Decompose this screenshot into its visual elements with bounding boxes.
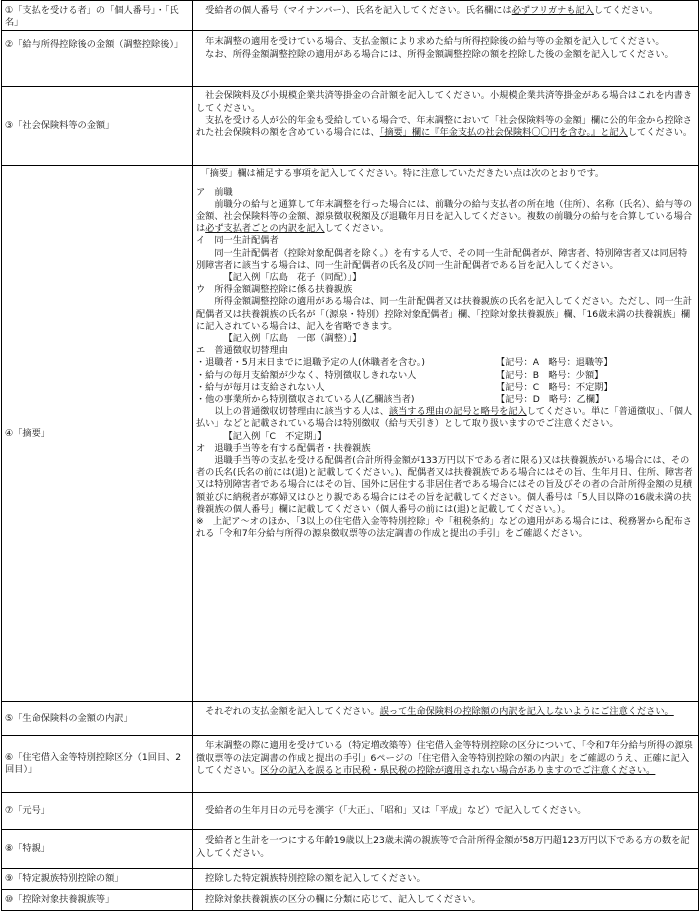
section-title: オ 退職手当等を有する配偶者・扶養親族 bbox=[196, 442, 371, 454]
text: してください。 bbox=[324, 223, 389, 235]
row-label: ⑩「控除対象扶養親族等」 bbox=[2, 890, 193, 911]
row-label: ⑨「特定親族特別控除の額」 bbox=[2, 869, 193, 890]
list-item bbox=[196, 357, 695, 369]
underlined-text: 「摘要」欄に『年金支払の社会保険料〇〇円を含む。』と記入 bbox=[379, 127, 628, 139]
table-row bbox=[2, 702, 699, 736]
paragraph bbox=[196, 406, 695, 430]
table-row bbox=[2, 87, 699, 166]
row-content: 控除した特定親族特別控除の額を記入してください。 bbox=[193, 869, 699, 890]
underlined-text: 誤って生命保険料の控除額の内訳を記入しないようにご注意ください。 bbox=[379, 706, 674, 718]
note: ※ 上記ア～オのほか、「3以上の住宅借入金等特別控除」や「租税条約」などの適用がある場合には、税務署から配布される「令和7年分給与所得の源泉徴収票等の法定調書の作成と提出の手引」をご確認ください。 bbox=[196, 516, 692, 540]
list-item bbox=[196, 382, 695, 394]
paragraph bbox=[196, 115, 695, 139]
paragraph: 「摘要」欄は補足する事項を記入してください。特に注意していただきたい点は次のとおりです。 bbox=[196, 168, 605, 180]
text: それぞれの支払金額を記入してください。 bbox=[196, 706, 380, 718]
item-text: ・退職者・5月末日までに退職予定の人(休職者を含む。) bbox=[196, 357, 425, 369]
row-label: ⑦「元号」 bbox=[2, 793, 193, 830]
row-content bbox=[193, 736, 699, 793]
text: 支払を受ける人が公的年金も受給している場合で、年末調整において「社会保険料等の金額」欄に公的年金から控除された社会保険料の額を含めている場合には、 bbox=[196, 114, 692, 139]
item-text: ・給与の毎月支給額が少なく、特別徴収しきれない人 bbox=[196, 369, 417, 381]
row-label: ③「社会保険料等の金額」 bbox=[2, 87, 193, 166]
instructions-table bbox=[1, 0, 699, 911]
list-item bbox=[196, 370, 695, 382]
text: 以上の普通徴収切替理由に該当する人は、 bbox=[196, 406, 389, 418]
row-label: ①「支払を受ける者」の「個人番号」・「氏名」 bbox=[2, 1, 193, 31]
paragraph: 年末調整の適用を受けている場合、支払金額により求めた給与所得控除後の給与等の金額を記入してください。 bbox=[196, 36, 665, 48]
row-label: ④「摘要」 bbox=[2, 166, 193, 702]
text: してください。 bbox=[627, 127, 693, 139]
paragraph bbox=[196, 199, 695, 236]
example: 【記入例「広島 花子（同配）」】 bbox=[223, 272, 362, 284]
underlined-text: 該当する理由の記号と略号を記入 bbox=[388, 406, 527, 418]
table-row bbox=[2, 166, 699, 702]
row-content bbox=[193, 31, 699, 87]
paragraph: 社会保険料及び小規模企業共済等掛金の合計額を記入してください。小規模企業共済等掛金がある場合はこれを内書きしてください。 bbox=[196, 90, 693, 114]
row-content bbox=[193, 87, 699, 166]
example: 【記入例「C 不定期」】 bbox=[223, 430, 327, 442]
table-row bbox=[2, 31, 699, 87]
paragraph: 退職手当等の支払を受ける配偶者(合計所得金額が133万円以下である者に限る)又は扶養親族がいる場合には、その者の氏名(氏名の前には(退)と記載してください。)、配偶者又は扶養親族である場合にはその旨、生年月日、住所、障害者又は特別障害者である場合にはその旨、国外に居住する非居住者である場合にはその旨及びその者の合計所得金額の見積額並びに納税者が寡婦又はひとり親である場合にはその旨を記載してください。個人番号は「5人目以降の16歳未満の扶養親族の個人番号」欄に記載してください（個人番号の前には(退)と記載してください。）。 bbox=[196, 455, 693, 515]
section-title: イ 同一生計配偶者 bbox=[196, 235, 279, 247]
item-code: 【記号：A 略号：退職等】 bbox=[496, 357, 613, 369]
text: 年末調整の際に適用を受けている（特定増改築等）住宅借入金等特別控除の区分について、「令和7年分給与所得の源泉徴収票等の法定調書の作成と提出の手引」6ページの「住宅借入金等特別控除の額の内訳」をご確認のうえ、正確に記入してください。 bbox=[196, 740, 693, 776]
item-text: ・他の事業所から特別徴収されている人(乙欄該当者) bbox=[196, 394, 415, 406]
underlined-text: 必ず支払者ごとの内訳を記入 bbox=[205, 223, 325, 235]
example: 【記入例「広島 一郎（調整）」】 bbox=[223, 333, 362, 345]
row-content: 受給者と生計を一つにする年齢19歳以上23歳未満の親族等で合計所得金額が58万円超123万円以下である方の数を記入してください。 bbox=[193, 830, 699, 869]
text: してください。 bbox=[593, 5, 659, 16]
section-title: ア 前職 bbox=[196, 186, 233, 198]
row-content bbox=[193, 1, 699, 31]
paragraph: 同一生計配偶者（控除対象配偶者を除く。）を有する人で、その同一生計配偶者が、障害者、特別障害者又は同居特別障害者に該当する場合は、同一生計配偶者の氏名及び同一生計配偶者である旨を記入してください。 bbox=[196, 247, 688, 271]
paragraph: 所得金額調整控除の適用がある場合は、同一生計配偶者又は扶養親族の氏名を記入してください。ただし、同一生計配偶者又は扶養親族の氏名が「（源泉・特別）控除対象配偶者」欄、「控除対象扶養親族」欄、「16歳未満の扶養親族」欄に記入されている場合は、記入を省略できます。 bbox=[196, 296, 693, 332]
row-content: 控除対象扶養親族の区分の欄に分類に応じて、記入してください。 bbox=[193, 890, 699, 911]
row-label: ⑤「生命保険料の金額の内訳」 bbox=[2, 702, 193, 736]
row-content bbox=[193, 702, 699, 736]
item-code: 【記号：C 略号：不定期】 bbox=[496, 381, 613, 393]
text: してください。単に「普通徴収」、「個人払い」などと記載されている場合は特別徴収（給与天引き）として取り扱いますのでご注意ください。 bbox=[196, 406, 693, 430]
row-content bbox=[193, 166, 699, 702]
section-title: エ 普通徴収切替理由 bbox=[196, 345, 288, 357]
item-text: ・給与が毎月は支給されない人 bbox=[196, 381, 325, 393]
item-code: 【記号：B 略号：少額】 bbox=[496, 369, 604, 381]
row-content: 受給者の生年月日の元号を漢字（「大正」、「昭和」又は「平成」など）で記入してください。 bbox=[193, 793, 699, 830]
table-row bbox=[2, 890, 699, 911]
list-item bbox=[196, 394, 695, 406]
row-label: ②「給与所得控除後の金額（調整控除後）」 bbox=[2, 31, 193, 87]
underlined-text: 必ずフリガナも記入 bbox=[511, 5, 594, 16]
text: 受給者の個人番号（マイナンバー）、氏名を記入してください。氏名欄には bbox=[196, 5, 512, 16]
table-row bbox=[2, 793, 699, 830]
section-title: ウ 所得金額調整控除に係る扶養親族 bbox=[196, 284, 353, 296]
row-label: ⑥「住宅借入金等特別控除区分（1回目、2回目）」 bbox=[2, 736, 193, 793]
table-row bbox=[2, 869, 699, 890]
text: 前職分の給与と通算して年末調整を行った場合には、前職分の給与支払者の所在地（住所）、名称（氏名）、給与等の金額、社会保険料等の金額、源泉徴収税額及び退職年月日を記入してください。複数の前職分の給与を合算している場合は bbox=[196, 198, 693, 235]
table-row bbox=[2, 736, 699, 793]
paragraph: なお、所得金額調整控除の適用がある場合には、所得金額調整控除の額を控除した後の金額を記入してください。 bbox=[196, 48, 674, 60]
row-label: ⑧「特親」 bbox=[2, 830, 193, 869]
underlined-text: 区分の記入を誤ると市民税・県民税の控除が適用されない場合がありますのでご注意ください。 bbox=[260, 764, 656, 776]
table-row bbox=[2, 830, 699, 869]
item-code: 【記号：D 略号：乙欄】 bbox=[496, 394, 605, 406]
table-row bbox=[2, 1, 699, 31]
